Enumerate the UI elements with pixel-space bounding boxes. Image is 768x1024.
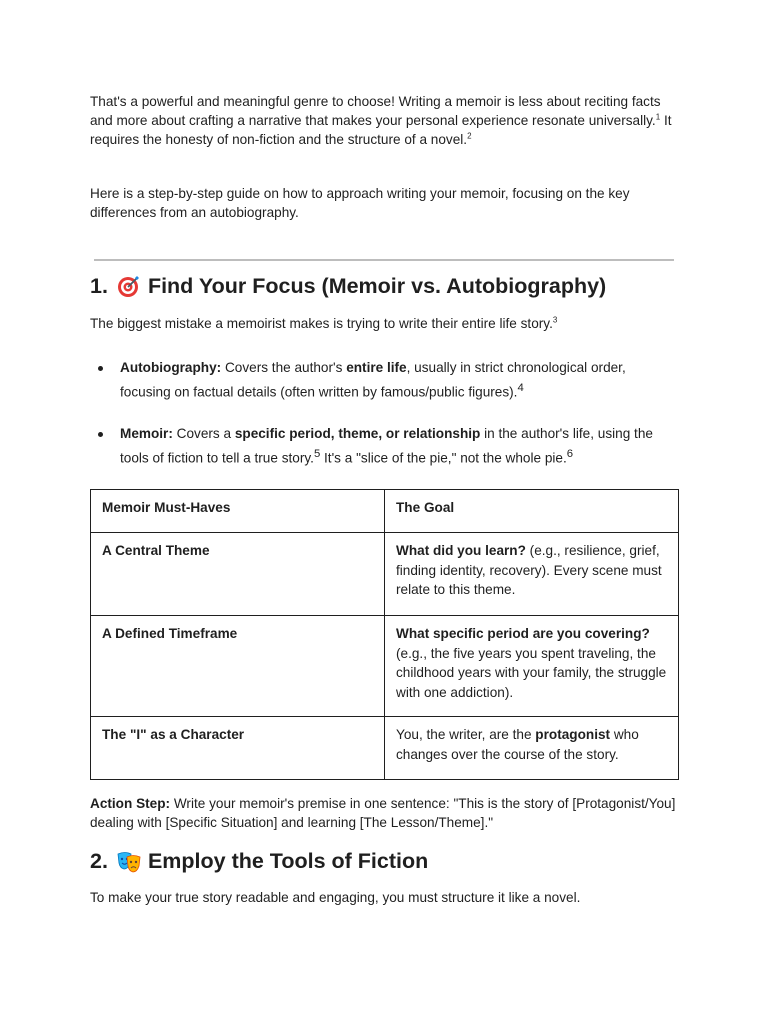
emphasis: specific period, theme, or relationship [234,425,481,441]
list-item-autobiography [90,358,680,403]
target-icon [116,275,140,299]
section-1-heading [90,274,606,299]
text: in the author's life, using the tools of fiction to tell a true story. [120,425,653,466]
theater-masks-icon [116,850,140,874]
term: Memoir: [120,425,173,441]
emphasis: What specific period are you covering? [396,626,650,641]
footnote-ref[interactable]: 1 [655,112,661,122]
emphasis: protagonist [535,727,611,742]
section-1-lead [90,314,680,333]
table-cell: A Defined Timeframe [91,616,385,717]
footnote-ref[interactable]: 2 [467,131,472,141]
comparison-list [90,358,680,489]
table-row [91,717,679,780]
section-number: 1. [90,274,108,298]
table-cell: A Central Theme [91,533,385,616]
intro-text-a: That's a powerful and meaningful genre to choose! Writing a memoir is less about reciting facts and more about crafting a narrative that makes your personal experience resonate universally. [90,94,661,128]
action-text: Write your memoir's premise in one sentence: "This is the story of [Protagonist/You] dealing with [Specific Situation] and learning [The Lesson/Theme]." [90,796,676,830]
action-step [90,794,680,832]
table-cell [385,533,679,616]
table-row [91,533,679,616]
text: , usually in strict chronological order, focusing on factual details (often written by famous/public figures). [120,360,626,400]
footnote-ref[interactable]: 3 [552,315,558,325]
footnote-ref[interactable]: 5 [313,447,321,460]
intro-text-b: It requires the honesty of non-fiction and the structure of a novel. [90,113,672,147]
action-label: Action Step: [90,796,171,811]
term: Autobiography: [120,360,222,375]
table-header-row [91,490,679,533]
intro-paragraph-1 [90,92,680,149]
intro-paragraph-2: Here is a step-by-step guide on how to approach writing your memoir, focusing on the key differences from an autobiography. [90,186,630,220]
section-number: 2. [90,849,108,873]
section-2-lead: To make your true story readable and engaging, you must structure it like a novel. [90,890,581,905]
table-cell [385,616,679,717]
table-row [91,616,679,717]
section-title: Find Your Focus (Memoir vs. Autobiography) [147,274,607,298]
emphasis: What did you learn? [396,543,526,558]
footnote-ref[interactable]: 6 [566,447,574,460]
text: You, the writer, are the [396,727,536,742]
table-cell [385,717,679,780]
bullet-icon [98,432,103,437]
table-header: Memoir Must-Haves [91,490,385,533]
table-header: The Goal [385,490,679,533]
text: (e.g., resilience, grief, finding identity, recovery). Every scene must relate to this theme. [396,543,662,597]
section-2-heading [90,849,428,874]
text: (e.g., the five years you spent traveling, the childhood years with your family, the struggle with one addiction). [396,645,667,700]
table-cell: The "I" as a Character [91,717,385,780]
footnote-ref[interactable]: 4 [517,382,524,394]
text: Covers a [172,425,235,441]
lead-text: The biggest mistake a memoirist makes is trying to write their entire life story. [90,316,553,331]
text: who changes over the course of the story. [396,727,639,762]
bullet-icon [98,366,103,371]
memoir-table [90,489,679,780]
emphasis: entire life [346,360,407,375]
horizontal-divider [94,259,674,261]
text: Covers the author's [221,360,347,375]
text: It's a "slice of the pie," not the whole pie. [320,450,567,466]
list-item-memoir [90,424,680,469]
section-title: Employ the Tools of Fiction [147,849,429,873]
